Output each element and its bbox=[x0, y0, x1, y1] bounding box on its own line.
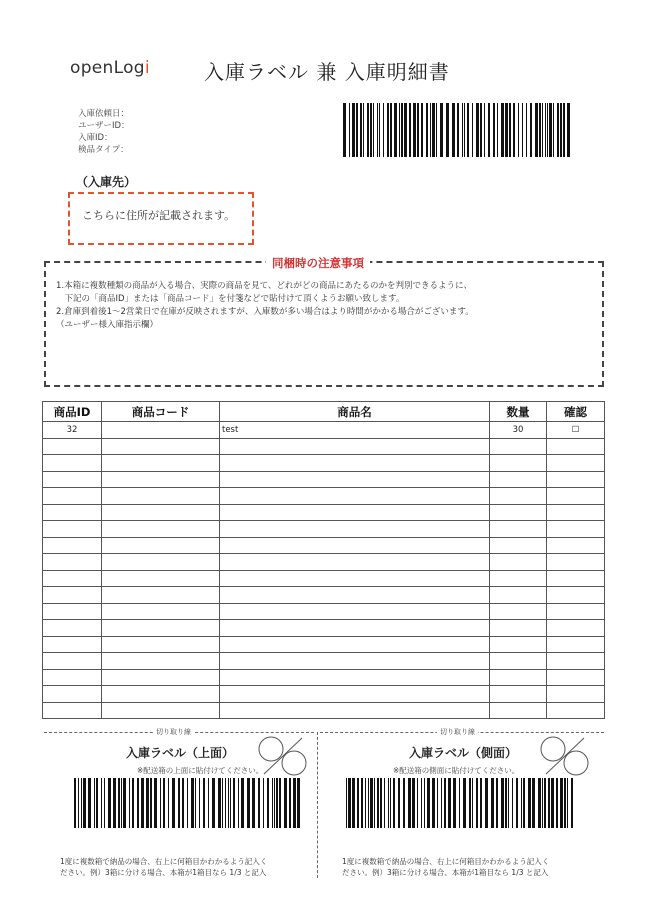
quantity-cell bbox=[490, 669, 547, 686]
header-product-id: 商品ID bbox=[43, 402, 102, 422]
quantity-cell bbox=[490, 488, 547, 505]
product-name-cell bbox=[220, 636, 490, 653]
confirm-cell bbox=[547, 653, 605, 670]
product-code-cell bbox=[102, 686, 220, 703]
confirm-cell bbox=[547, 570, 605, 587]
product-id-cell: 32 bbox=[43, 422, 102, 439]
product-id-cell bbox=[43, 620, 102, 637]
table-row bbox=[43, 488, 605, 505]
table-row bbox=[43, 669, 605, 686]
table-row bbox=[43, 570, 605, 587]
product-name-cell bbox=[220, 603, 490, 620]
product-code-cell bbox=[102, 636, 220, 653]
inbound-meta bbox=[78, 108, 130, 156]
notes-line: 下記の「商品ID」または「商品コード」を付箋などで貼付けて頂くようお願い致します。 bbox=[56, 294, 405, 304]
product-code-cell bbox=[102, 438, 220, 455]
confirm-cell bbox=[547, 471, 605, 488]
destination-address: こちらに住所が記載されます。 bbox=[82, 209, 236, 222]
product-name-cell bbox=[220, 438, 490, 455]
confirm-cell bbox=[547, 504, 605, 521]
product-name-cell bbox=[220, 537, 490, 554]
confirm-cell bbox=[547, 603, 605, 620]
openlogi-logo: openLogi bbox=[70, 58, 150, 78]
confirm-cell bbox=[547, 554, 605, 571]
label-top-footer-line: ださい。例）3箱に分ける場合、本箱が1箱目なら 1/3 と記入 bbox=[60, 868, 267, 877]
user-id-label: ユーザーID： bbox=[78, 121, 130, 131]
product-id-cell bbox=[43, 636, 102, 653]
confirm-cell bbox=[547, 587, 605, 604]
product-code-cell bbox=[102, 504, 220, 521]
label-top-footer-line: 1度に複数箱で納品の場合、右上に何箱目かわかるよう記入く bbox=[60, 857, 268, 866]
product-name-cell: test bbox=[220, 422, 490, 439]
confirm-cell: ☐ bbox=[547, 422, 605, 439]
cut-line-text-left: 切り取り線 bbox=[153, 727, 194, 737]
quantity-cell bbox=[490, 686, 547, 703]
quantity-cell bbox=[490, 504, 547, 521]
quantity-cell bbox=[490, 537, 547, 554]
header-product-name: 商品名 bbox=[220, 402, 490, 422]
quantity-cell bbox=[490, 570, 547, 587]
product-code-cell bbox=[102, 570, 220, 587]
notes-text bbox=[56, 280, 474, 332]
product-id-cell bbox=[43, 537, 102, 554]
confirm-cell bbox=[547, 636, 605, 653]
label-side-title: 入庫ラベル（側面） bbox=[409, 746, 518, 760]
product-id-cell bbox=[43, 669, 102, 686]
confirm-cell bbox=[547, 537, 605, 554]
notes-line: （ユーザー様入庫指示欄） bbox=[56, 320, 159, 330]
table-row bbox=[43, 537, 605, 554]
confirm-cell bbox=[547, 702, 605, 719]
quantity-cell bbox=[490, 636, 547, 653]
product-code-cell bbox=[102, 669, 220, 686]
table-row bbox=[43, 702, 605, 719]
quantity-cell bbox=[490, 554, 547, 571]
product-code-cell bbox=[102, 653, 220, 670]
confirm-cell bbox=[547, 686, 605, 703]
product-id-cell bbox=[43, 438, 102, 455]
product-id-cell bbox=[43, 471, 102, 488]
label-side-footer bbox=[342, 856, 549, 878]
product-name-cell bbox=[220, 521, 490, 538]
product-name-cell bbox=[220, 686, 490, 703]
notes-line: 2.倉庫到着後1～2営業日で在庫が反映されますが、入庫数が多い場合はより時間がかかる場合がございます。 bbox=[56, 307, 474, 317]
product-id-cell bbox=[43, 488, 102, 505]
product-id-cell bbox=[43, 521, 102, 538]
notes-title: 同梱時の注意事項 bbox=[266, 255, 370, 271]
notes-line: 1.本箱に複数種類の商品が入る場合、実際の商品を見て、どれがどの商品にあたるのかを判別できるように、 bbox=[56, 281, 472, 291]
product-code-cell bbox=[102, 488, 220, 505]
product-id-cell bbox=[43, 587, 102, 604]
product-id-cell bbox=[43, 686, 102, 703]
label-top-barcode-icon bbox=[74, 778, 302, 828]
table-header-row bbox=[43, 402, 605, 422]
product-code-cell bbox=[102, 422, 220, 439]
label-side-footer-line: 1度に複数箱で納品の場合、右上に何箱目かわかるよう記入く bbox=[342, 857, 550, 866]
table-row bbox=[43, 521, 605, 538]
product-name-cell bbox=[220, 587, 490, 604]
product-code-cell bbox=[102, 603, 220, 620]
product-name-cell bbox=[220, 455, 490, 472]
label-top-footer bbox=[60, 856, 267, 878]
product-name-cell bbox=[220, 488, 490, 505]
table-row bbox=[43, 653, 605, 670]
box-count-circle-icon bbox=[540, 736, 590, 776]
confirm-cell bbox=[547, 521, 605, 538]
quantity-cell bbox=[490, 521, 547, 538]
quantity-cell bbox=[490, 603, 547, 620]
table-row bbox=[43, 554, 605, 571]
table-row bbox=[43, 438, 605, 455]
quantity-cell: 30 bbox=[490, 422, 547, 439]
product-code-cell bbox=[102, 620, 220, 637]
product-name-cell bbox=[220, 554, 490, 571]
product-id-cell bbox=[43, 702, 102, 719]
page-title: 入庫ラベル 兼 入庫明細書 bbox=[204, 60, 450, 84]
confirm-cell bbox=[547, 438, 605, 455]
quantity-cell bbox=[490, 455, 547, 472]
product-id-cell bbox=[43, 554, 102, 571]
product-name-cell bbox=[220, 620, 490, 637]
header-quantity: 数量 bbox=[490, 402, 547, 422]
confirm-cell bbox=[547, 488, 605, 505]
inspection-type-label: 検品タイプ： bbox=[78, 145, 129, 155]
product-id-cell bbox=[43, 570, 102, 587]
quantity-cell bbox=[490, 702, 547, 719]
table-row bbox=[43, 587, 605, 604]
table-row bbox=[43, 455, 605, 472]
product-id-cell bbox=[43, 653, 102, 670]
confirm-cell bbox=[547, 455, 605, 472]
product-code-cell bbox=[102, 455, 220, 472]
header-product-code: 商品コード bbox=[102, 402, 220, 422]
product-name-cell bbox=[220, 702, 490, 719]
quantity-cell bbox=[490, 587, 547, 604]
inbound-id-label: 入庫ID： bbox=[78, 133, 113, 143]
quantity-cell bbox=[490, 620, 547, 637]
product-name-cell bbox=[220, 653, 490, 670]
product-name-cell bbox=[220, 570, 490, 587]
product-code-cell bbox=[102, 554, 220, 571]
product-code-cell bbox=[102, 471, 220, 488]
product-id-cell bbox=[43, 603, 102, 620]
label-top-title: 入庫ラベル（上面） bbox=[126, 746, 235, 760]
quantity-cell bbox=[490, 438, 547, 455]
product-code-cell bbox=[102, 587, 220, 604]
quantity-cell bbox=[490, 653, 547, 670]
confirm-cell bbox=[547, 669, 605, 686]
items-table bbox=[42, 401, 605, 719]
table-row bbox=[43, 504, 605, 521]
header-confirm: 確認 bbox=[547, 402, 605, 422]
product-code-cell bbox=[102, 702, 220, 719]
product-name-cell bbox=[220, 471, 490, 488]
product-id-cell bbox=[43, 504, 102, 521]
product-id-cell bbox=[43, 455, 102, 472]
vertical-cut-line bbox=[317, 732, 318, 878]
cut-line-text-right: 切り取り線 bbox=[437, 727, 478, 737]
request-date-label: 入庫依頼日： bbox=[78, 109, 130, 119]
product-code-cell bbox=[102, 537, 220, 554]
destination-label: （入庫先） bbox=[76, 175, 137, 189]
main-barcode-icon bbox=[343, 103, 571, 157]
product-name-cell bbox=[220, 669, 490, 686]
product-name-cell bbox=[220, 504, 490, 521]
table-row bbox=[43, 603, 605, 620]
table-row bbox=[43, 422, 605, 439]
table-row bbox=[43, 636, 605, 653]
table-row bbox=[43, 471, 605, 488]
product-code-cell bbox=[102, 521, 220, 538]
confirm-cell bbox=[547, 620, 605, 637]
label-top-note: ※配送箱の上面に貼付けてください。 bbox=[137, 766, 264, 775]
table-row bbox=[43, 686, 605, 703]
box-count-circle-icon bbox=[258, 736, 308, 776]
label-side-footer-line: ださい。例）3箱に分ける場合、本箱が1箱目なら 1/3 と記入 bbox=[342, 868, 549, 877]
label-side-note: ※配送箱の側面に貼付けてください。 bbox=[393, 766, 520, 775]
label-side-barcode-icon bbox=[346, 778, 574, 828]
table-row bbox=[43, 620, 605, 637]
quantity-cell bbox=[490, 471, 547, 488]
